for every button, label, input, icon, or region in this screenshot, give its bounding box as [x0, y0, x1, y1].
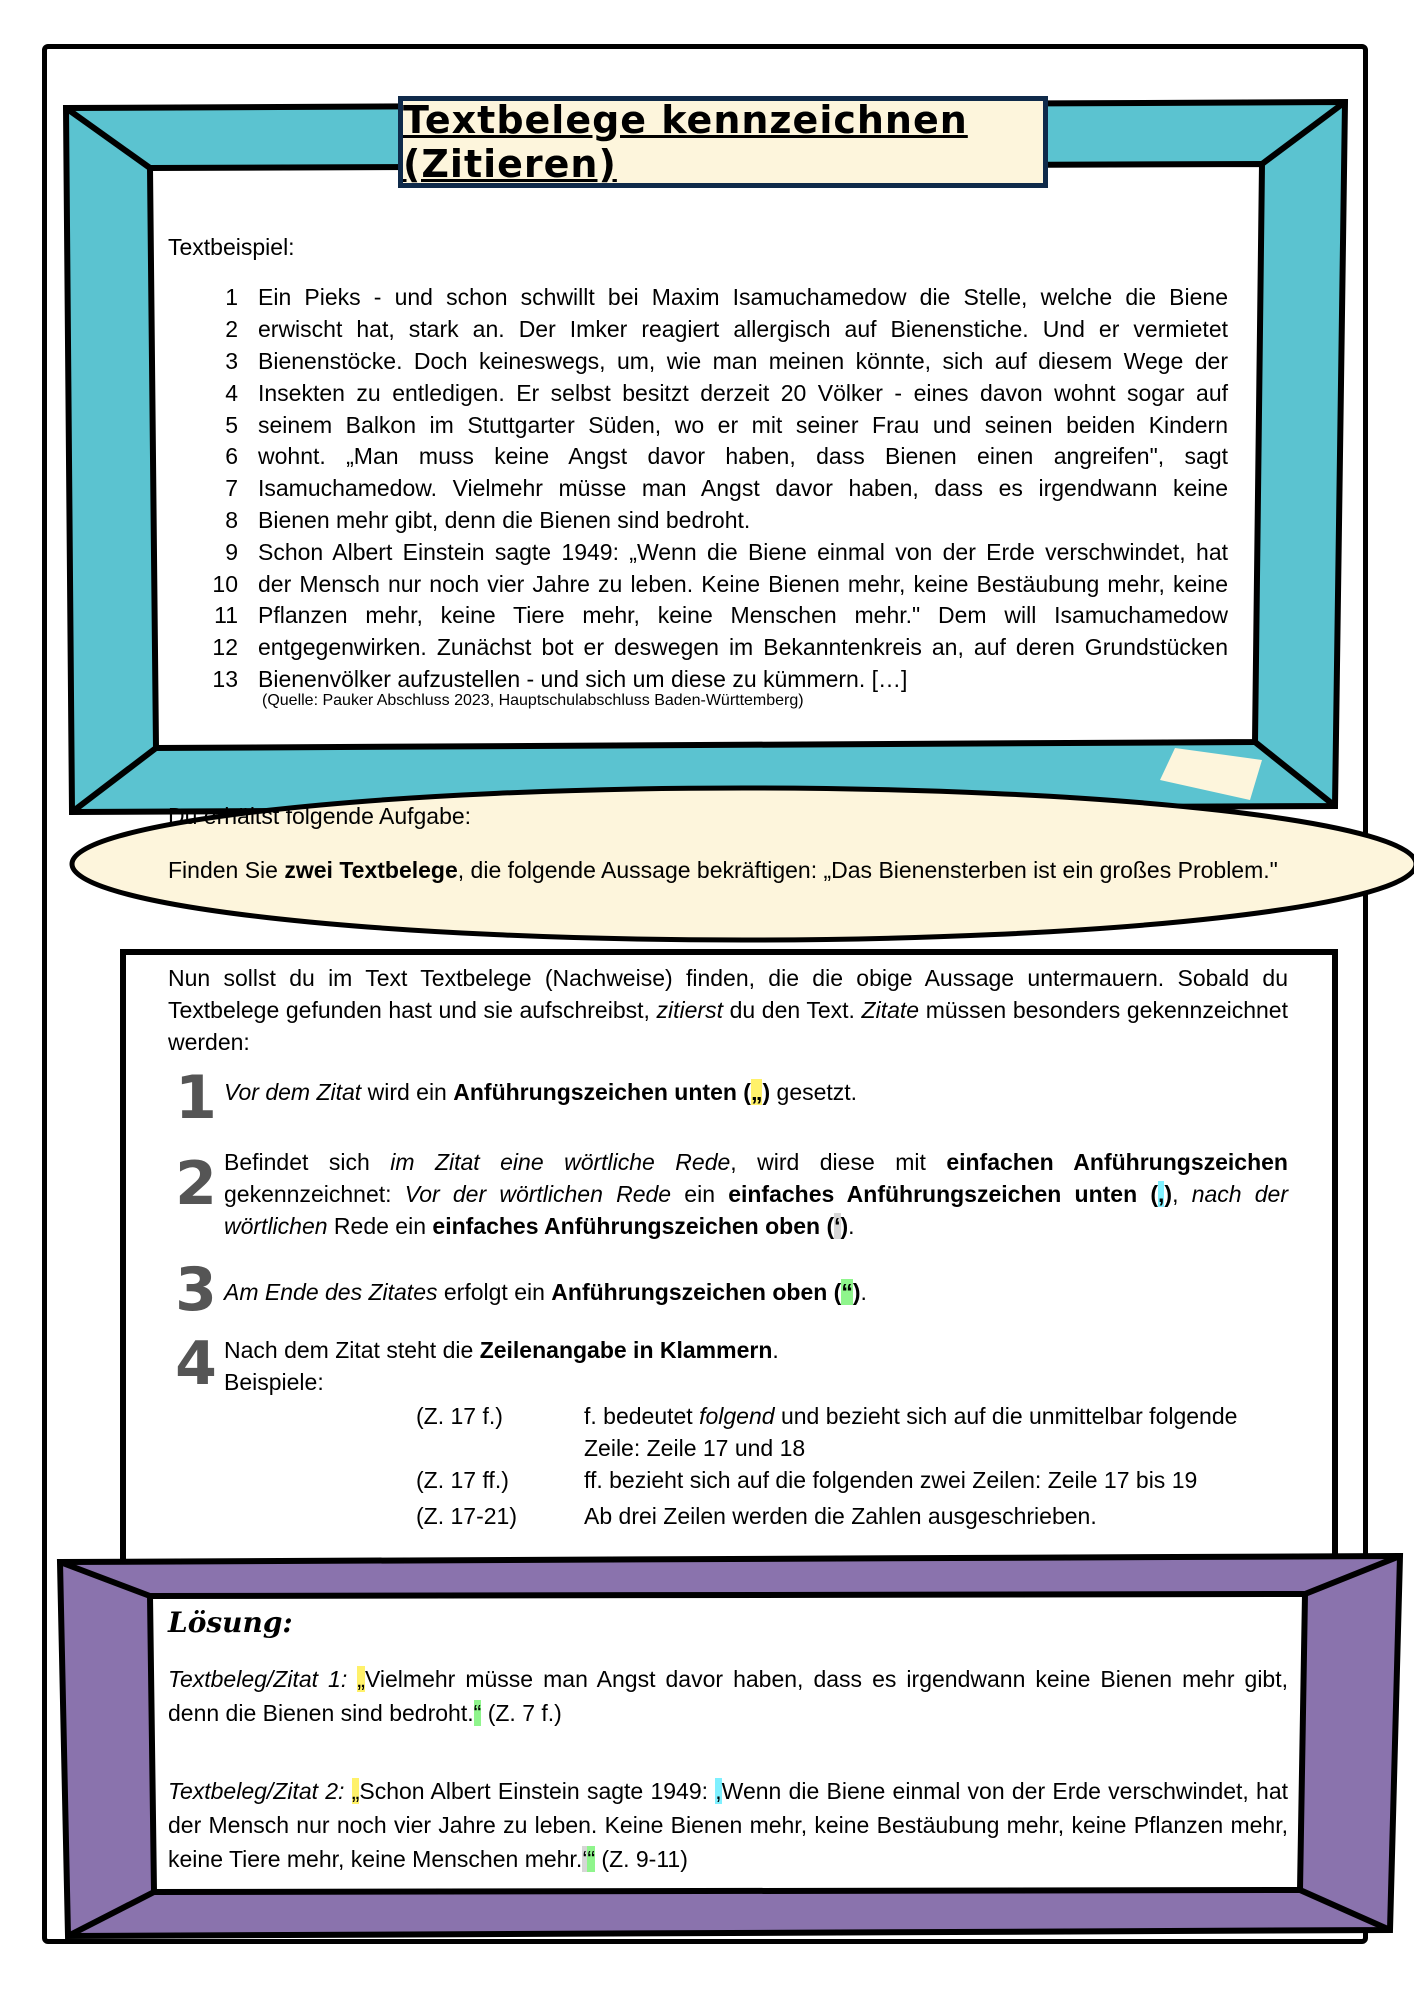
example-desc: [584, 1400, 1237, 1464]
rule-text: [224, 1334, 1288, 1398]
rule-number: 2: [175, 1149, 217, 1219]
text-line: [168, 282, 1228, 314]
text-line: [168, 568, 1228, 600]
text-line: [168, 536, 1228, 568]
example-desc-text: f. bedeutet: [584, 1403, 700, 1429]
title-box: [398, 96, 1048, 188]
line-number: 6: [225, 443, 238, 470]
solution-label: Textbeleg/Zitat 1:: [168, 1666, 348, 1692]
explanation-paragraph: [168, 962, 1288, 1058]
rule-number: 1: [175, 1063, 217, 1133]
rule-italic: Am Ende des Zitates: [224, 1279, 438, 1305]
source-note: (Quelle: Pauker Abschluss 2023, Hauptschulabschluss Baden-Württemberg): [262, 692, 804, 709]
line-number: 1: [225, 284, 238, 311]
rule-span: .: [860, 1279, 867, 1305]
quote-mark: “: [473, 1700, 482, 1726]
line-number: 13: [212, 665, 238, 692]
text-line: [168, 314, 1228, 346]
task-intro: Du erhältst folgende Aufgabe:: [168, 803, 472, 829]
solution-text: Schon Albert Einstein sagte 1949:: [359, 1778, 716, 1804]
solution-quote-2: [168, 1774, 1288, 1876]
line-text: Schon Albert Einstein sagte 1949: „Wenn die Biene einmal von der Erde verschwindet, hat: [258, 538, 1228, 565]
rule-2: [168, 1146, 1288, 1242]
line-number: 7: [225, 475, 238, 502]
rule-line: [224, 1334, 1288, 1366]
text-line: [168, 473, 1228, 505]
solution-quote-1: [168, 1662, 1288, 1730]
explanation-text: Nun sollst du im Text Textbelege (Nachweise) finden, die die obige Aussage untermauern. Sobald du Textbelege gefunden hast und sie aufschreibst,: [168, 965, 1288, 1023]
task-text: [168, 854, 1278, 886]
quote-mark: ,: [1158, 1181, 1165, 1207]
example-ref: (Z. 17 ff.): [416, 1467, 509, 1493]
text-line: [168, 600, 1228, 632]
solution-ref: (Z. 7 f.): [481, 1700, 562, 1726]
rule-bold: ): [852, 1279, 861, 1305]
quote-mark: “: [587, 1846, 596, 1872]
explanation-italic: Zitate: [861, 997, 920, 1023]
rule-bold: einfaches Anführungszeichen unten (: [728, 1181, 1159, 1207]
rule-bold: ): [840, 1213, 849, 1239]
examples-list: [416, 1400, 1288, 1532]
line-number: 10: [212, 570, 238, 597]
text-line: [168, 664, 1228, 696]
rule-italic: Vor der wörtlichen Rede: [404, 1181, 672, 1207]
text-line: [168, 346, 1228, 378]
task-text-post: , die folgende Aussage bekräftigen: „Das Bienensterben ist ein großes Problem.": [457, 857, 1278, 883]
explanation-italic: zitierst: [656, 997, 723, 1023]
line-number: 4: [225, 379, 238, 406]
line-text: der Mensch nur noch vier Jahre zu leben. Keine Bienen mehr, keine Bestäubung mehr, keine: [258, 570, 1228, 597]
task-text-bold: zwei Textbelege: [284, 857, 458, 883]
line-text: seinem Balkon im Stuttgarter Süden, wo er mit seiner Frau und seinen beiden Kindern: [258, 411, 1228, 438]
rule-span: Befindet sich: [224, 1149, 391, 1175]
rule-span: .: [848, 1213, 855, 1239]
rule-italic: nach der wörtlichen: [224, 1181, 1289, 1239]
example-label: Textbeispiel:: [168, 234, 295, 260]
example-row: [416, 1400, 1288, 1464]
line-number: 8: [225, 506, 238, 533]
solution-ref: (Z. 9-11): [595, 1846, 688, 1872]
rule-italic: Vor dem Zitat: [224, 1079, 362, 1105]
line-text: Bienenstöcke. Doch keineswegs, um, wie man meinen könnte, sich auf diesem Wege der: [258, 347, 1228, 374]
line-text: Bienenvölker aufzustellen - und sich um diese zu kümmern. […]: [258, 665, 908, 692]
rule-span: gekennzeichnet:: [224, 1181, 405, 1207]
rule-4: [168, 1329, 1288, 1399]
line-text: wohnt. „Man muss keine Angst davor haben, dass Bienen einen angreifen", sagt: [258, 443, 1228, 470]
line-text: Ein Pieks - und schon schwillt bei Maxim Isamuchamedow die Stelle, welche die Biene: [258, 284, 1228, 311]
rule-number: 3: [175, 1255, 217, 1325]
example-text: [168, 282, 1228, 695]
line-number: 3: [225, 347, 238, 374]
example-desc-text: und bezieht sich auf die unmittelbar folgende: [774, 1403, 1238, 1429]
rule-italic: im Zitat eine wörtliche Rede: [390, 1149, 731, 1175]
example-desc-text: Zeile: Zeile 17 und 18: [584, 1435, 806, 1461]
quote-mark: „: [357, 1666, 365, 1692]
rule-bold: Anführungszeichen oben (: [551, 1279, 842, 1305]
line-number: 9: [225, 538, 238, 565]
rule-span: wird ein: [361, 1079, 454, 1105]
line-text: entgegenwirken. Zunächst bot er deswegen im Bekanntenkreis an, auf deren Grundstücken: [258, 634, 1228, 661]
rule-3: [168, 1255, 1288, 1325]
explanation-text: du den Text.: [722, 997, 862, 1023]
task-text-pre: Finden Sie: [168, 857, 285, 883]
example-desc-italic: folgend: [699, 1403, 775, 1429]
text-line: [168, 441, 1228, 473]
line-text: erwischt hat, stark an. Der Imker reagiert allergisch auf Bienenstiche. Und er vermietet: [258, 316, 1228, 343]
example-row: [416, 1500, 1288, 1532]
example-desc: ff. bezieht sich auf die folgenden zwei Zeilen: Zeile 17 bis 19: [584, 1467, 1198, 1493]
solution-text: Wenn die Biene einmal von der Erde verschwindet, hat der Mensch nur noch vier Jahre zu leben. Keine Bienen mehr, keine Bestäubung mehr, keine Pflanzen mehr, keine Tiere mehr, keine Menschen mehr.: [168, 1778, 1289, 1872]
solution-label: Textbeleg/Zitat 2:: [168, 1778, 345, 1804]
example-row: [416, 1464, 1288, 1496]
line-text: Isamuchamedow. Vielmehr müsse man Angst davor haben, dass es irgendwann keine: [258, 475, 1228, 502]
rule-span: Nach dem Zitat steht die: [224, 1337, 480, 1363]
quote-mark: ‘: [582, 1846, 588, 1872]
examples-label: Beispiele:: [224, 1369, 324, 1395]
rule-bold: Zeilenangabe in Klammern: [479, 1337, 773, 1363]
explanation: [168, 962, 1288, 1532]
rule-bold: einfachen Anführungszeichen: [946, 1149, 1288, 1175]
rule-span: .: [772, 1337, 779, 1363]
text-line: [168, 377, 1228, 409]
rule-span: Rede ein: [327, 1213, 433, 1239]
example-desc: Ab drei Zeilen werden die Zahlen ausgeschrieben.: [584, 1503, 1097, 1529]
rule-span: , wird diese mit: [730, 1149, 947, 1175]
quote-mark: „: [351, 1778, 360, 1804]
line-number: 11: [214, 602, 238, 629]
rule-text: [224, 1276, 867, 1308]
line-number: 2: [225, 316, 238, 343]
line-text: Insekten zu entledigen. Er selbst besitzt derzeit 20 Völker - eines davon wohnt sogar auf: [258, 379, 1228, 406]
rule-bold: ): [1164, 1181, 1173, 1207]
solution-title: Lösung:: [168, 1606, 293, 1639]
text-line: [168, 409, 1228, 441]
line-text: Bienen mehr gibt, denn die Bienen sind bedroht.: [258, 506, 751, 533]
quote-mark: „: [750, 1079, 763, 1105]
rule-text: [224, 1146, 1288, 1242]
example-ref: (Z. 17-21): [416, 1503, 517, 1529]
page-title: Textbelege kennzeichnen (Zitieren): [403, 98, 968, 186]
solution-text: Vielmehr müsse man Angst davor haben, dass es irgendwann keine Bienen mehr gibt, denn die Bienen sind bedroht.: [168, 1666, 1289, 1726]
rule-bold: ): [762, 1079, 771, 1105]
rule-span: ein: [671, 1181, 729, 1207]
rule-span: gesetzt.: [770, 1079, 858, 1105]
rule-bold: Anführungszeichen unten (: [453, 1079, 751, 1105]
rule-1: [168, 1063, 1288, 1133]
text-line: [168, 632, 1228, 664]
line-number: 12: [212, 634, 238, 661]
text-line: [168, 505, 1228, 537]
explanation-text: müssen besonders gekennzeichnet werden:: [168, 997, 1288, 1055]
rule-text: [224, 1076, 857, 1108]
quote-mark: ,: [715, 1778, 722, 1804]
line-text: Pflanzen mehr, keine Tiere mehr, keine Menschen mehr." Dem will Isamuchamedow: [258, 602, 1228, 629]
rule-bold: einfaches Anführungszeichen oben (: [432, 1213, 835, 1239]
quote-mark: “: [841, 1279, 853, 1305]
rule-number: 4: [175, 1329, 217, 1399]
line-number: 5: [225, 411, 238, 438]
quote-mark: ‘: [834, 1213, 841, 1239]
rule-span: ,: [1172, 1181, 1192, 1207]
rule-span: erfolgt ein: [437, 1279, 552, 1305]
example-ref: (Z. 17 f.): [416, 1403, 503, 1429]
